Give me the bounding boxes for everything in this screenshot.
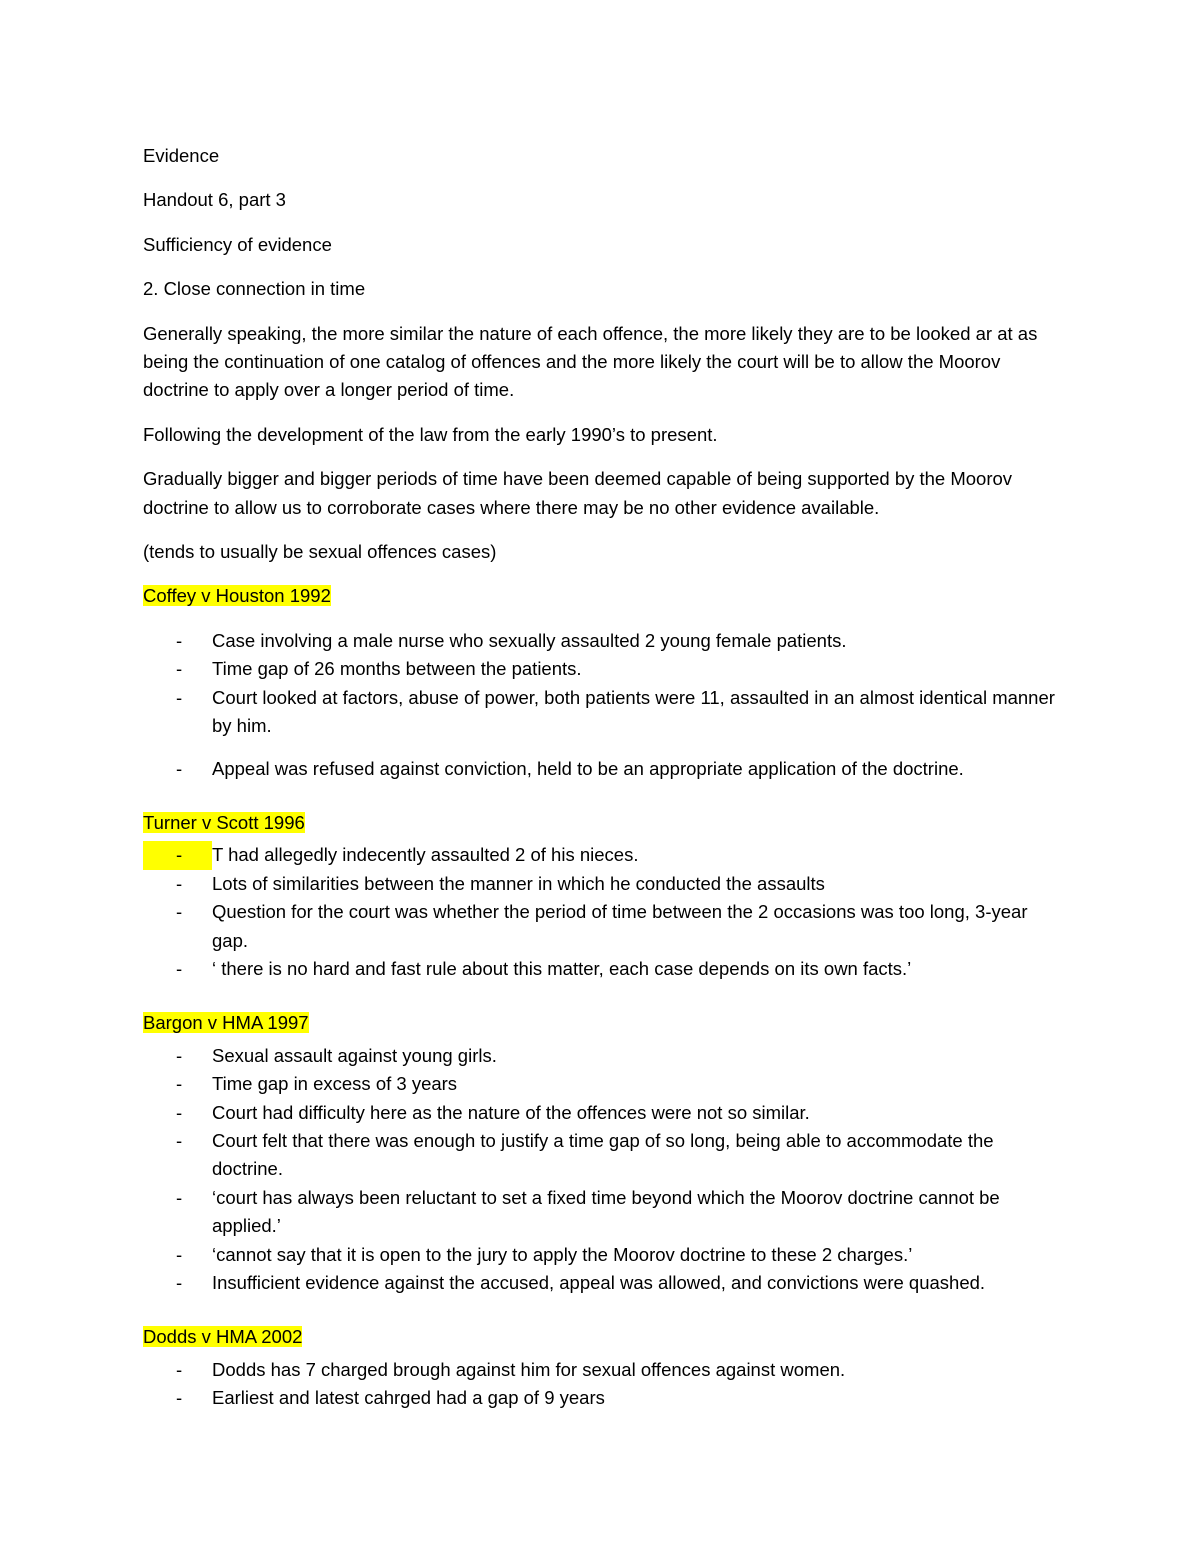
document-title: Evidence [143,145,220,166]
list-item: - ‘court has always been reluctant to set a fixed time beyond which the Moorov doctrine cannot be applied.’ [143,1184,1063,1241]
case-heading-wrap [143,1323,1063,1351]
list-item: - Earliest and latest cahrged had a gap of 9 years [143,1384,1063,1412]
document-topic: Sufficiency of evidence [143,233,332,255]
case-points-dodds [143,1356,1063,1413]
paragraph: Generally speaking, the more similar the nature of each offence, the more likely they are to be looked ar at as being the continuation of one catalog of offences and the more likely the court will be to allow the Moorov doctrine to apply over a longer period of time. [143,322,1038,401]
paragraph: Following the development of the law from the early 1990’s to present. [143,423,718,445]
list-item: - Insufficient evidence against the accused, appeal was allowed, and convictions were quashed. [143,1269,1063,1297]
bullet-dash: - [176,1044,183,1066]
case-heading-wrap [143,1009,1063,1037]
list-item: - Court felt that there was enough to justify a time gap of so long, being able to accommodate the doctrine. [143,1127,1063,1184]
paragraph: Gradually bigger and bigger periods of time have been deemed capable of being supported by the Moorov doctrine to allow us to corroborate cases where there may be no other evidence available. [143,468,1013,518]
list-item: - T had allegedly indecently assaulted 2 of his nieces. [143,841,1063,869]
list-item: - Sexual assault against young girls. [143,1042,1063,1070]
list-item: - Case involving a male nurse who sexually assaulted 2 young female patients. [143,627,1063,655]
case-heading-wrap [143,809,1063,837]
document-body [143,142,1063,1439]
bullet-dash: - [176,1073,183,1095]
bullet-dash: - [176,629,183,651]
bullet-dash: - [176,1272,183,1293]
bullet-dash-highlighted: - [143,841,212,869]
list-item: - Appeal was refused against conviction, held to be an appropriate application of the doctrine. [143,755,1063,783]
bullet-dash: - [176,1101,183,1123]
bullet-dash: - [176,757,183,779]
bullet-dash: - [176,901,183,923]
case-points-coffey [143,627,1063,783]
bullet-dash: - [176,872,183,894]
bullet-dash: - [176,957,183,979]
bullet-dash: - [176,1243,183,1265]
list-item: - Question for the court was whether the period of time between the 2 occasions was too long, 3-year gap. [143,898,1063,955]
list-item: - Lots of similarities between the manner in which he conducted the assaults [143,870,1063,898]
case-heading-turner: Turner v Scott 1996 [143,811,305,833]
bullet-dash: - [176,1358,183,1380]
bullet-dash: - [176,686,183,708]
case-heading-dodds: Dodds v HMA 2002 [143,1326,303,1348]
bullet-dash: - [176,658,183,680]
case-heading-bargon: Bargon v HMA 1997 [143,1012,309,1034]
bullet-dash: - [176,1387,183,1409]
document-subtitle: Handout 6, part 3 [143,189,286,211]
list-item: - ‘cannot say that it is open to the jury to apply the Moorov doctrine to these 2 charges.’ [143,1241,1063,1269]
bullet-dash: - [176,1186,183,1208]
list-item: - Dodds has 7 charged brough against him for sexual offences against women. [143,1356,1063,1384]
case-heading-coffey: Coffey v Houston 1992 [143,585,331,607]
case-points-turner [143,841,1063,983]
list-item: - Time gap in excess of 3 years [143,1070,1063,1098]
list-item: - ‘ there is no hard and fast rule about this matter, each case depends on its own facts.’ [143,955,1063,983]
section-heading: 2. Close connection in time [143,278,366,300]
bullet-dash: - [176,1129,183,1151]
paragraph: (tends to usually be sexual offences cases) [143,541,497,563]
case-heading-wrap [143,582,1063,610]
list-item: - Time gap of 26 months between the patients. [143,655,1063,683]
list-item: - Court looked at factors, abuse of power, both patients were 11, assaulted in an almost identical manner by him. [143,684,1063,741]
list-item: - Court had difficulty here as the nature of the offences were not so similar. [143,1099,1063,1127]
case-points-bargon [143,1042,1063,1298]
